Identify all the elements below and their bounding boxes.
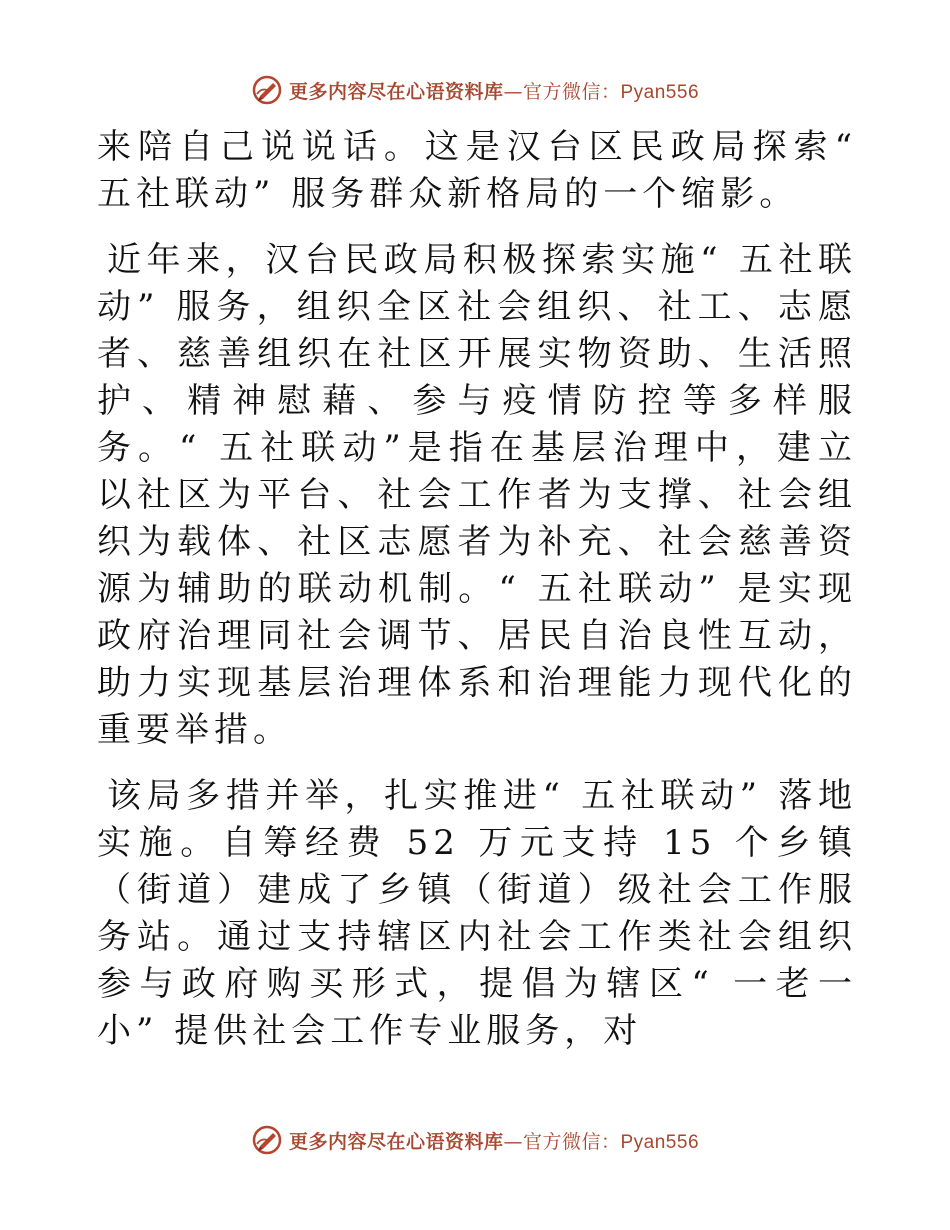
brand-logo-icon	[251, 74, 283, 106]
watermark-separator: —	[503, 80, 523, 103]
watermark-wechat-label: 官方微信：	[522, 80, 621, 103]
paragraph-1: 来陪自己说说话。这是汉台区民政局探索“ 五社联动” 服务群众新格局的一个缩影。	[97, 127, 857, 214]
watermark-separator: —	[503, 1130, 523, 1153]
paragraph-2: 近年来，汉台民政局积极探索实施“ 五社联动” 服务，组织全区社会组织、社工、志愿者、慈善组织在社区开展实物资助、生活照护、精神慰藉、参与疫情防控等多样服务。“ 五社联动”是指在基层治理中，建立以社区为平台、社会工作者为支撑、社会组织为载体、社区志愿者为补充、社会慈善资源为辅助的联动机制。“ 五社联动” 是实现政府治理同社会调节、居民自治良性互动，助力实现基层治理体系和治理能力现代化的重要举措。	[97, 240, 857, 750]
watermark-wechat-id: Pyan556	[620, 1131, 700, 1153]
watermark-wechat-id: Pyan556	[620, 81, 700, 103]
watermark-wechat-label: 官方微信：	[522, 1130, 621, 1153]
footer-watermark	[0, 1120, 950, 1160]
paragraph-3: 该局多措并举，扎实推进“ 五社联动” 落地实施。自筹经费 52 万元支持 15 个乡镇（街道）建成了乡镇（街道）级社会工作服务站。通过支持辖区内社会工作类社会组织参与政府购买形式，提倡为辖区“ 一老一小” 提供社会工作专业服务，对	[97, 776, 857, 1051]
document-body	[97, 124, 857, 1074]
watermark-brand: 更多内容尽在心语资料库	[288, 80, 504, 103]
header-watermark	[0, 70, 950, 110]
watermark-brand: 更多内容尽在心语资料库	[288, 1130, 504, 1153]
brand-logo-icon	[251, 1124, 283, 1156]
